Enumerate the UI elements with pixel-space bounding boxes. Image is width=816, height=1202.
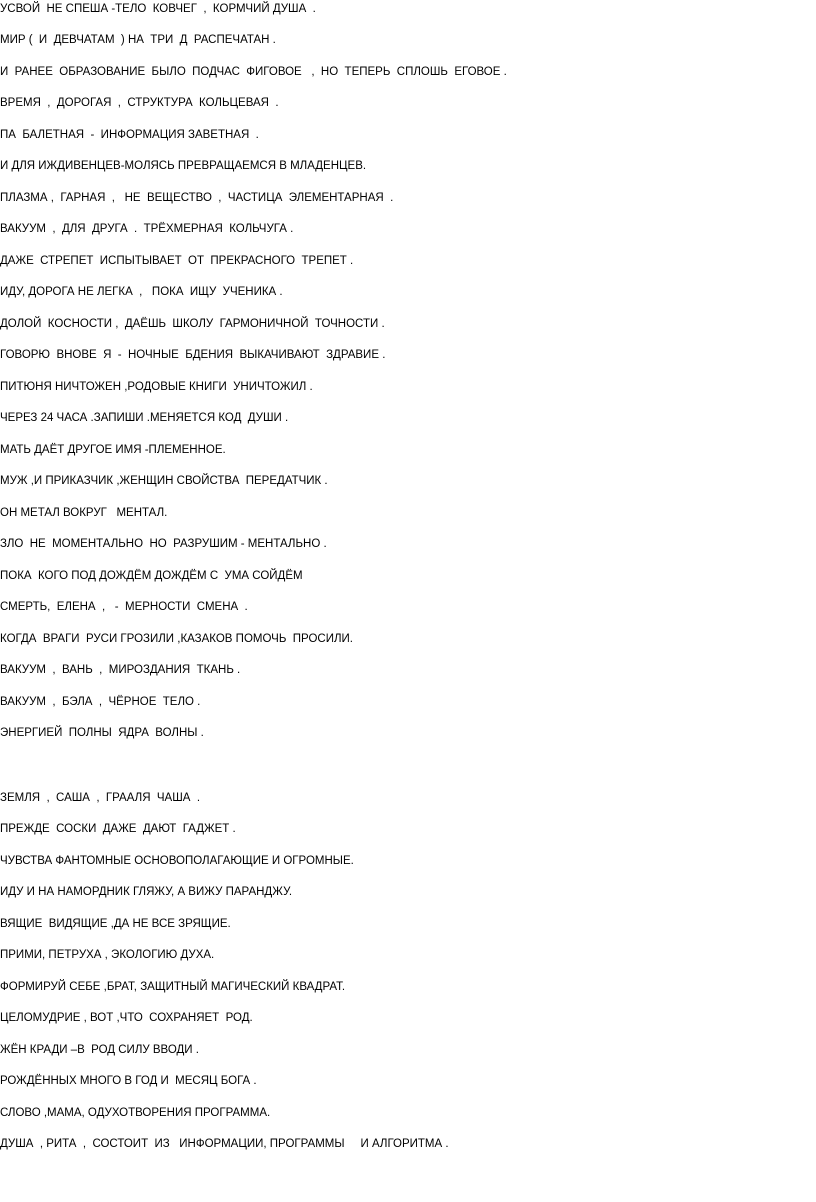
text-line: ЗЛО НЕ МОМЕНТАЛЬНО НО РАЗРУШИМ - МЕНТАЛЬНО . — [0, 538, 327, 550]
text-line: ДОЛОЙ КОСНОСТИ , ДАЁШЬ ШКОЛУ ГАРМОНИЧНОЙ ТОЧНОСТИ . — [0, 318, 385, 330]
text-line: ЦЕЛОМУДРИЕ , ВОТ ,ЧТО СОХРАНЯЕТ РОД. — [0, 1012, 253, 1024]
text-line: ЧУВСТВА ФАНТОМНЫЕ ОСНОВОПОЛАГАЮЩИЕ И ОГРОМНЫЕ. — [0, 855, 354, 867]
text-line: ФОРМИРУЙ СЕБЕ ,БРАТ, ЗАЩИТНЫЙ МАГИЧЕСКИЙ КВАДРАТ. — [0, 981, 346, 993]
text-line: КОГДА ВРАГИ РУСИ ГРОЗИЛИ ,КАЗАКОВ ПОМОЧЬ ПРОСИЛИ. — [0, 633, 353, 645]
text-line: ВРЕМЯ , ДОРОГАЯ , СТРУКТУРА КОЛЬЦЕВАЯ . — [0, 97, 279, 109]
text-line: ПРЕЖДЕ СОСКИ ДАЖЕ ДАЮТ ГАДЖЕТ . — [0, 823, 236, 835]
text-line: МУЖ ,И ПРИКАЗЧИК ,ЖЕНЩИН СВОЙСТВА ПЕРЕДАТЧИК . — [0, 475, 328, 487]
text-line: ПРИМИ, ПЕТРУХА , ЭКОЛОГИЮ ДУХА. — [0, 949, 215, 961]
text-line: ЭНЕРГИЕЙ ПОЛНЫ ЯДРА ВОЛНЫ . — [0, 727, 204, 739]
text-line: МАТЬ ДАЁТ ДРУГОЕ ИМЯ -ПЛЕМЕННОЕ. — [0, 444, 226, 456]
text-line: ДАЖЕ СТРЕПЕТ ИСПЫТЫВАЕТ ОТ ПРЕКРАСНОГО ТРЕПЕТ . — [0, 255, 354, 267]
text-line: ПОКА КОГО ПОД ДОЖДЁМ ДОЖДЁМ С УМА СОЙДЁМ — [0, 570, 303, 582]
text-line: МИР ( И ДЕВЧАТАМ ) НА ТРИ Д РАСПЕЧАТАН . — [0, 34, 276, 46]
text-line: ПИТЮНЯ НИЧТОЖЕН ,РОДОВЫЕ КНИГИ УНИЧТОЖИЛ . — [0, 381, 313, 393]
text-line: ЖЁН КРАДИ –В РОД СИЛУ ВВОДИ . — [0, 1044, 199, 1056]
text-line: ЗЕМЛЯ , САША , ГРААЛЯ ЧАША . — [0, 792, 201, 804]
text-line: ИДУ И НА НАМОРДНИК ГЛЯЖУ, А ВИЖУ ПАРАНДЖУ. — [0, 886, 293, 898]
text-line: СМЕРТЬ, ЕЛЕНА , - МЕРНОСТИ СМЕНА . — [0, 601, 248, 613]
text-line: УСВОЙ НЕ СПЕША -ТЕЛО КОВЧЕГ , КОРМЧИЙ ДУША . — [0, 3, 316, 15]
text-line: ВАКУУМ , ДЛЯ ДРУГА . ТРЁХМЕРНАЯ КОЛЬЧУГА . — [0, 223, 294, 235]
text-line: ОН МЕТАЛ ВОКРУГ МЕНТАЛ. — [0, 507, 168, 519]
text-line: ДУША , РИТА , СОСТОИТ ИЗ ИНФОРМАЦИИ, ПРОГРАММЫ И АЛГОРИТМА . — [0, 1138, 449, 1150]
text-line: ПА БАЛЕТНАЯ - ИНФОРМАЦИЯ ЗАВЕТНАЯ . — [0, 129, 259, 141]
text-line: ВАКУУМ , БЭЛА , ЧЁРНОЕ ТЕЛО . — [0, 696, 201, 708]
text-line: СЛОВО ,МАМА, ОДУХОТВОРЕНИЯ ПРОГРАММА. — [0, 1107, 271, 1119]
text-line: И ДЛЯ ИЖДИВЕНЦЕВ-МОЛЯСЬ ПРЕВРАЩАЕМСЯ В МЛАДЕНЦЕВ. — [0, 160, 367, 172]
text-line: ВЯЩИЕ ВИДЯЩИЕ ,ДА НЕ ВСЕ ЗРЯЩИЕ. — [0, 918, 231, 930]
text-line: ГОВОРЮ ВНОВЕ Я - НОЧНЫЕ БДЕНИЯ ВЫКАЧИВАЮТ ЗДРАВИЕ . — [0, 349, 386, 361]
text-line: ЧЕРЕЗ 24 ЧАСА .ЗАПИШИ .МЕНЯЕТСЯ КОД ДУШИ . — [0, 412, 289, 424]
text-line: ПЛАЗМА , ГАРНАЯ , НЕ ВЕЩЕСТВО , ЧАСТИЦА ЭЛЕМЕНТАРНАЯ . — [0, 192, 394, 204]
text-line: ВАКУУМ , ВАНЬ , МИРОЗДАНИЯ ТКАНЬ . — [0, 664, 241, 676]
text-line: ИДУ, ДОРОГА НЕ ЛЕГКА , ПОКА ИЩУ УЧЕНИКА . — [0, 286, 283, 298]
text-line: РОЖДЁННЫХ МНОГО В ГОД И МЕСЯЦ БОГА . — [0, 1075, 257, 1087]
text-line: И РАНЕЕ ОБРАЗОВАНИЕ БЫЛО ПОДЧАС ФИГОВОЕ , НО ТЕПЕРЬ СПЛОШЬ ЕГОВОЕ . — [0, 66, 507, 78]
